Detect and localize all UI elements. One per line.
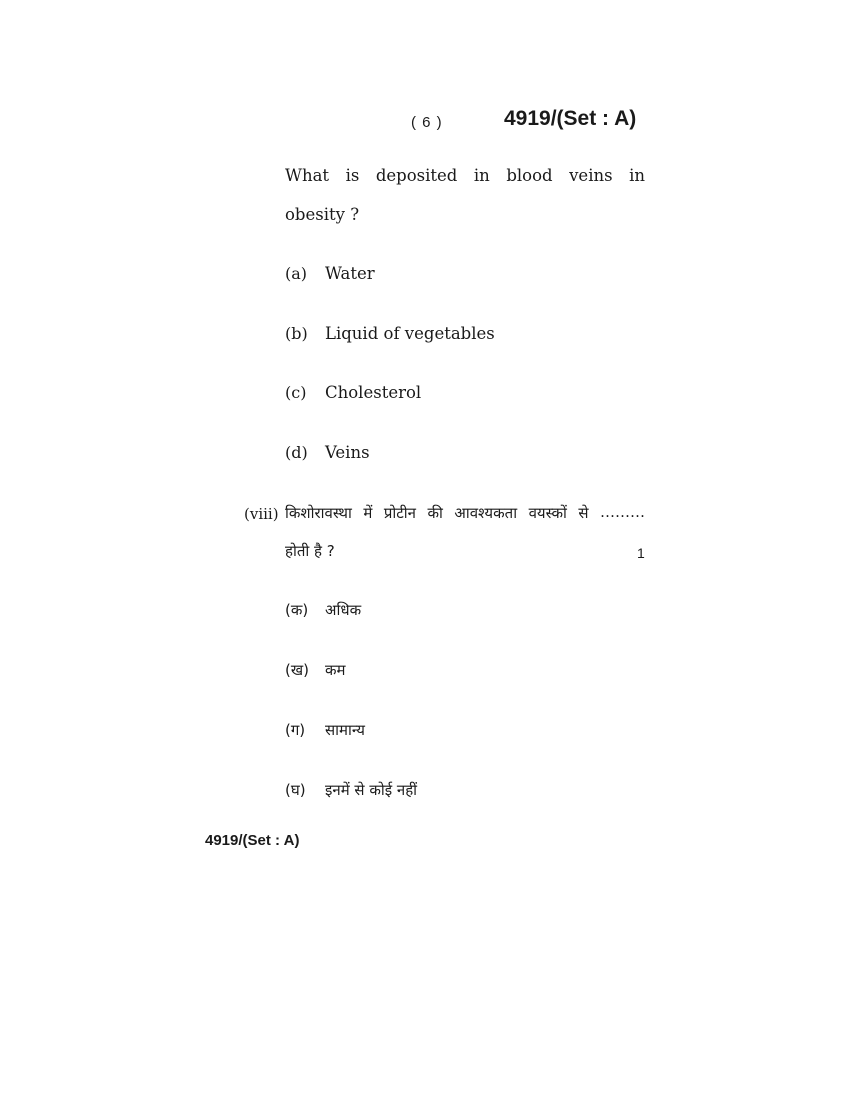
question-word: What [285, 166, 330, 185]
question-word: किशोरावस्था [285, 504, 352, 522]
question-word: से [578, 504, 589, 522]
option-label: (a) [285, 264, 308, 283]
set-code-header: 4919/(Set : A) [504, 107, 637, 130]
option-text: Water [325, 264, 375, 283]
option-text: इनमें से कोई नहीं [325, 781, 418, 799]
option-c [285, 383, 422, 402]
option-label: (ग) [285, 721, 306, 739]
question-word: वयस्कों [528, 504, 567, 522]
option-label: (b) [285, 324, 308, 343]
question-text-line1 [285, 166, 645, 185]
question-word: in [629, 166, 645, 185]
set-code-footer: 4919/(Set : A) [205, 832, 300, 849]
option-kha [285, 660, 346, 680]
question-text-line2: obesity ? [285, 205, 360, 224]
option-label: (क) [285, 601, 309, 619]
option-d [285, 443, 370, 462]
option-text: अधिक [325, 601, 362, 619]
marks: 1 [637, 545, 645, 561]
question-word: blood [506, 166, 553, 185]
option-a [285, 264, 375, 283]
option-label: (c) [285, 383, 307, 402]
question-word: is [345, 166, 360, 185]
option-text: Veins [325, 443, 370, 462]
question-word: में [363, 504, 373, 522]
option-gha [285, 780, 418, 800]
option-text: Cholesterol [325, 383, 422, 402]
question-word: आवश्यकता [454, 504, 518, 522]
hindi-question-line1 [285, 503, 645, 523]
page-number: ( 6 ) [411, 114, 443, 131]
option-label: (घ) [285, 781, 306, 799]
option-text: कम [325, 661, 346, 679]
question-word: ……… [599, 503, 645, 521]
option-b [285, 324, 495, 343]
option-text: सामान्य [325, 721, 366, 739]
option-text: Liquid of vegetables [325, 324, 495, 343]
question-word: in [473, 166, 490, 185]
question-word: deposited [375, 166, 458, 185]
hindi-question-line2: होती है ? [285, 542, 335, 560]
option-ka [285, 600, 362, 620]
option-label: (d) [285, 443, 308, 462]
option-label: (ख) [285, 661, 309, 679]
question-word: veins [569, 166, 613, 185]
question-word: की [427, 504, 443, 522]
question-word: प्रोटीन [383, 504, 417, 522]
option-ga [285, 720, 366, 740]
question-number: (viii) [244, 505, 279, 523]
